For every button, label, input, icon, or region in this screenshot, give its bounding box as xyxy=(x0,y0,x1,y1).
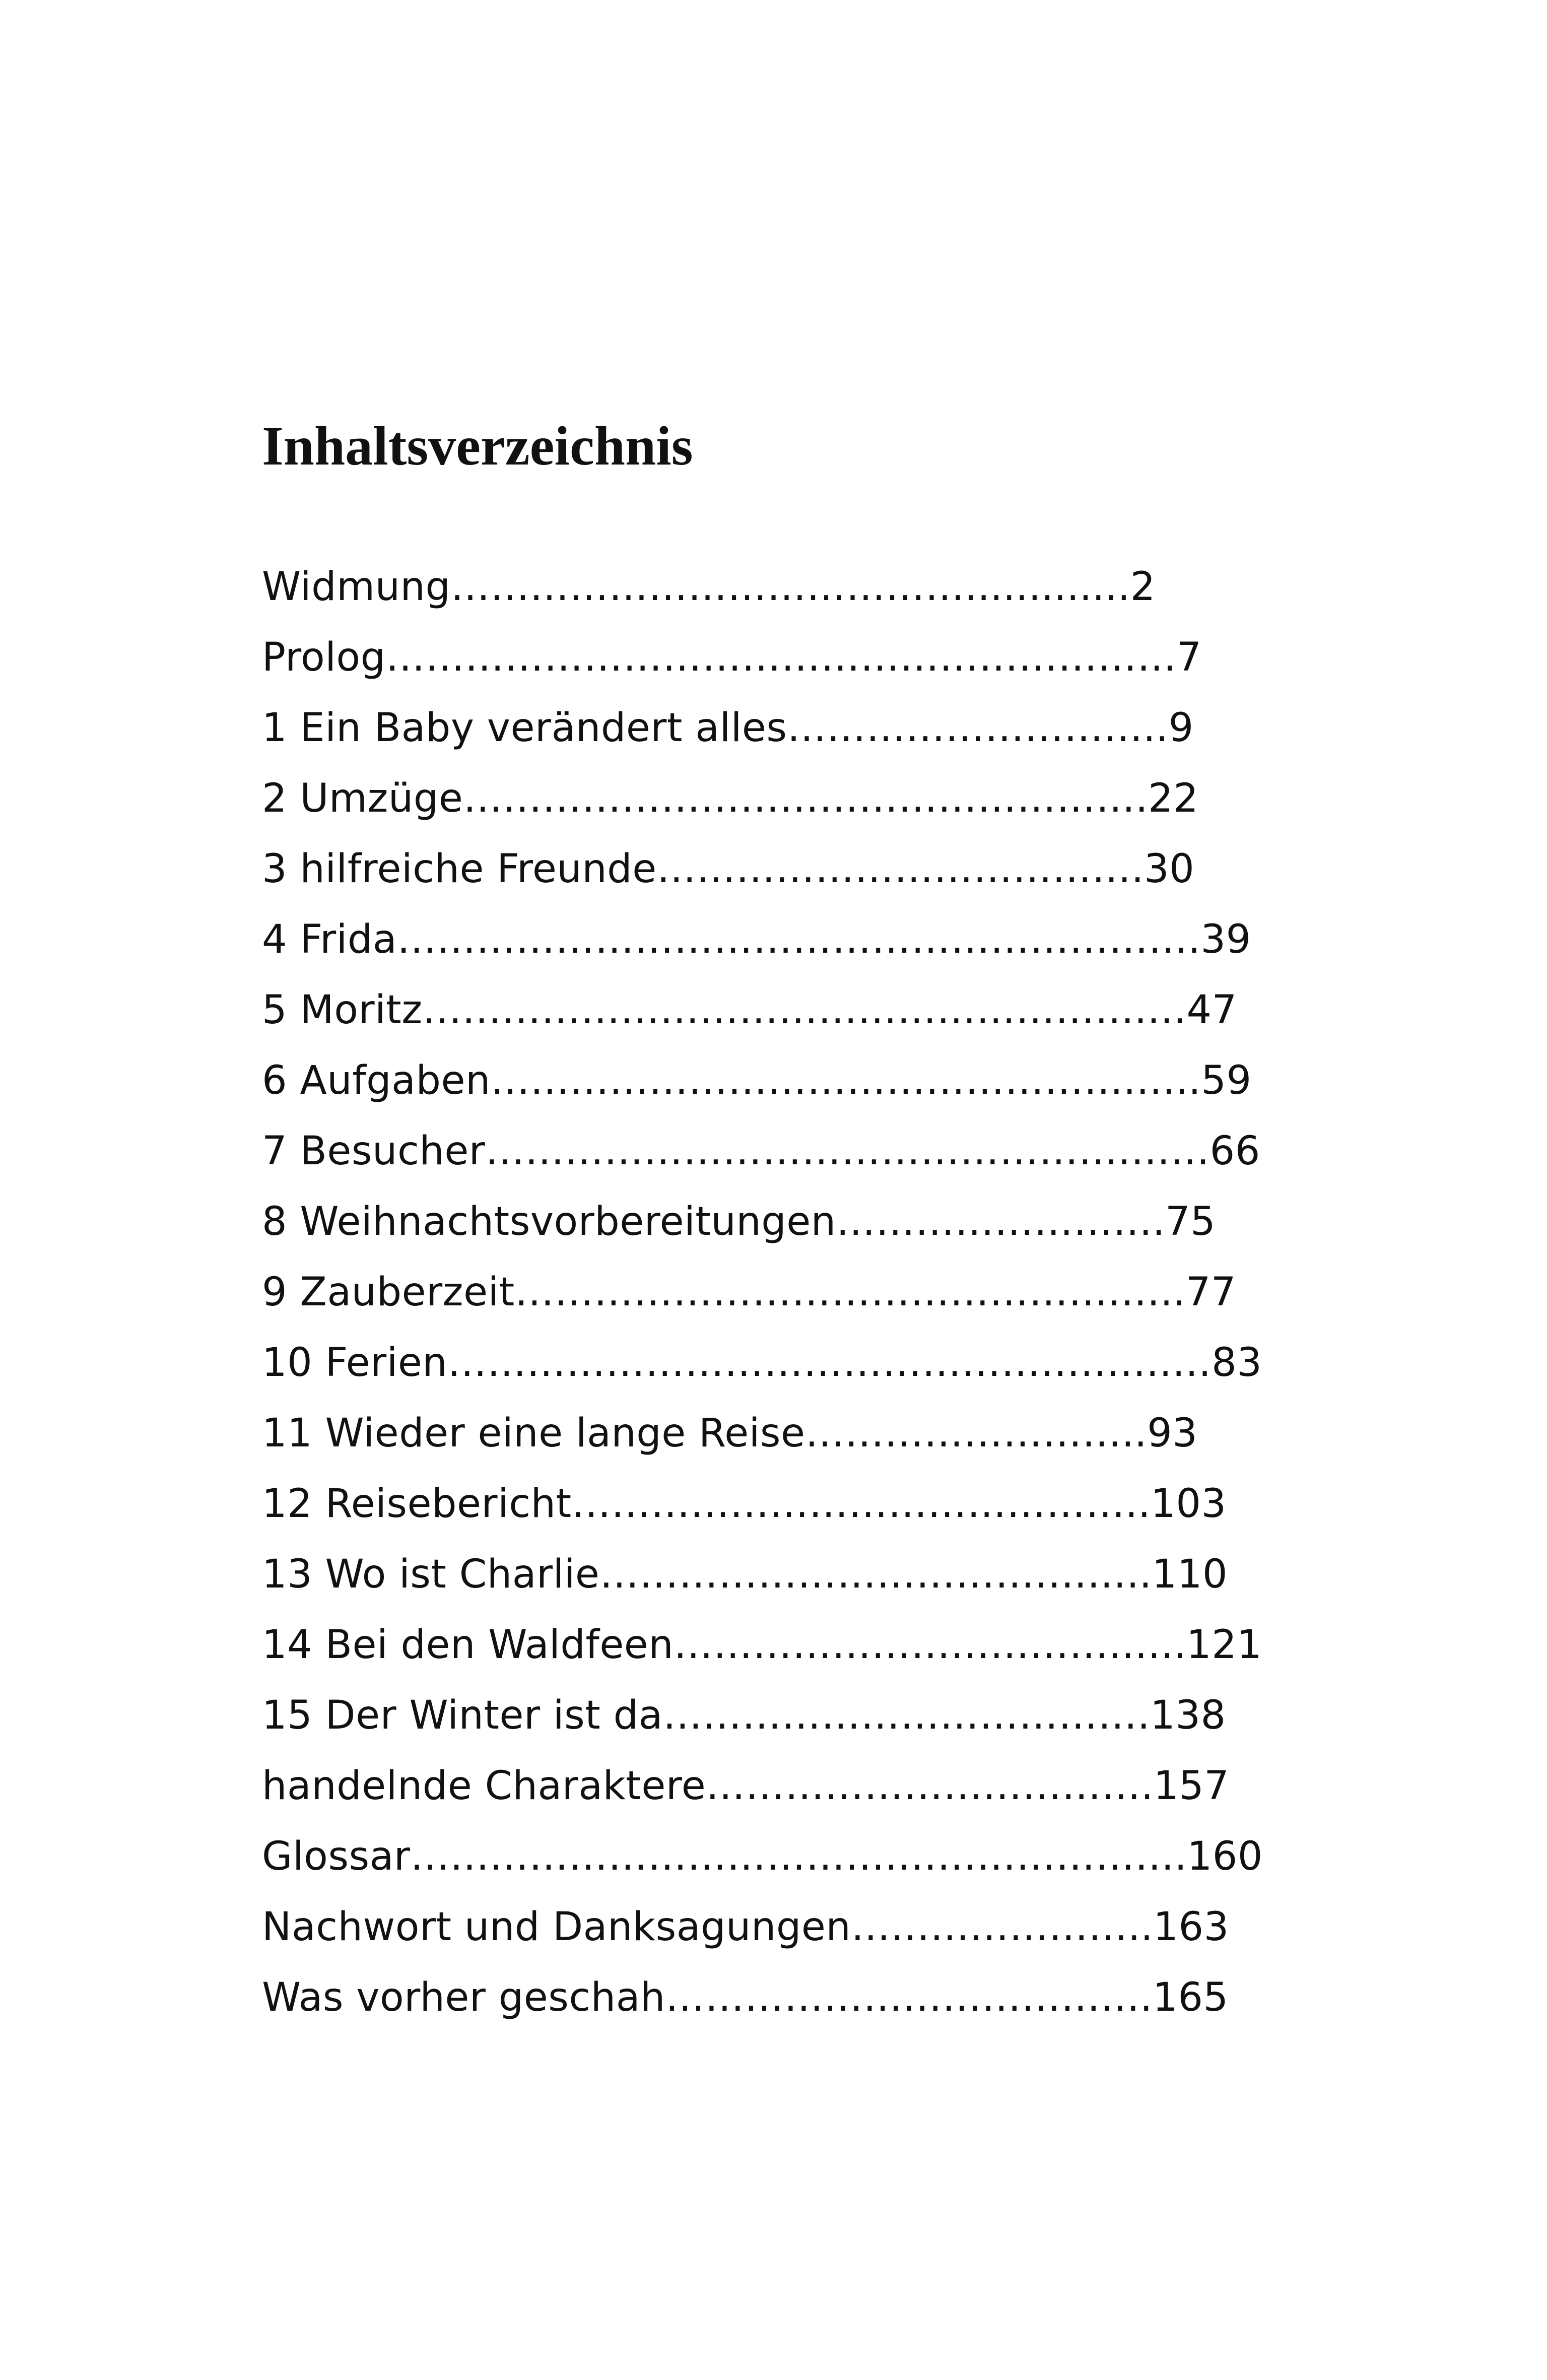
toc-entry-prolog xyxy=(262,622,1209,693)
toc-entry-page: 138 xyxy=(1150,1693,1226,1738)
toc-entry-leader: …………………………………………………… xyxy=(385,635,1177,680)
toc-entry-leader: ………………………………………….….. xyxy=(490,1058,1201,1103)
toc-entry-label: 15 Der Winter ist da xyxy=(262,1693,663,1738)
toc-entry-page: 165 xyxy=(1153,1975,1229,2020)
toc-entry-label: 6 Aufgaben xyxy=(262,1058,491,1103)
table-of-contents xyxy=(262,552,1263,2033)
toc-entry-label: 1 Ein Baby verändert alles xyxy=(262,705,787,751)
toc-entry-chapter-14 xyxy=(262,1610,1262,1680)
toc-entry-label: 10 Ferien xyxy=(262,1340,448,1385)
toc-entry-label: Widmung xyxy=(262,564,451,610)
toc-entry-label: 12 Reisebericht xyxy=(262,1481,572,1527)
toc-entry-leader: …………………….. xyxy=(805,1411,1148,1456)
toc-entry-chapter-5 xyxy=(262,975,1237,1045)
toc-entry-label: Glossar xyxy=(262,1834,411,1879)
toc-entry-page: 2 xyxy=(1130,564,1156,610)
toc-entry-characters xyxy=(262,1751,1230,1821)
toc-entry-leader: …………………………………............. xyxy=(450,564,1130,610)
toc-entry-chapter-11 xyxy=(262,1398,1209,1469)
toc-entry-leader: ………………….. xyxy=(851,1904,1154,1950)
toc-entry-leader: ………………………………. xyxy=(656,846,1144,892)
toc-entry-page: 9 xyxy=(1168,705,1194,751)
toc-entry-chapter-1 xyxy=(262,693,1209,763)
toc-entry-chapter-8 xyxy=(262,1186,1216,1257)
toc-entry-page: 93 xyxy=(1147,1411,1198,1456)
toc-entry-leader: ……………………. xyxy=(836,1199,1165,1244)
toc-entry-leader: ……………………………………………. xyxy=(463,776,1149,821)
toc-entry-leader: ……………………….. xyxy=(787,705,1169,751)
toc-entry-leader: ……………………………………….….. xyxy=(514,1270,1186,1315)
toc-entry-label: 14 Bei den Waldfeen xyxy=(262,1622,674,1668)
toc-entry-leader: ……………………………. xyxy=(706,1763,1154,1809)
toc-entry-page: 30 xyxy=(1144,846,1195,892)
toc-entry-chapter-12 xyxy=(262,1469,1227,1539)
page-title: Inhaltsverzeichnis xyxy=(262,415,693,477)
toc-entry-chapter-3 xyxy=(262,834,1209,904)
toc-entry-label: 9 Zauberzeit xyxy=(262,1270,515,1315)
toc-entry-page: 7 xyxy=(1176,635,1202,680)
toc-entry-previously xyxy=(262,1962,1229,2033)
toc-entry-page: 66 xyxy=(1209,1129,1260,1174)
toc-entry-chapter-9 xyxy=(262,1257,1236,1328)
toc-entry-page: 22 xyxy=(1148,776,1199,821)
toc-entry-label: Nachwort und Danksagungen xyxy=(262,1904,851,1950)
toc-entry-page: 103 xyxy=(1151,1481,1227,1527)
toc-entry-leader: ………………………………………….…… xyxy=(485,1129,1210,1174)
toc-entry-chapter-13 xyxy=(262,1539,1228,1610)
toc-entry-page: 39 xyxy=(1200,917,1251,962)
toc-entry-leader: ……………………………………………….… xyxy=(422,987,1187,1033)
toc-entry-page: 75 xyxy=(1165,1199,1216,1244)
toc-entry-label: 13 Wo ist Charlie xyxy=(262,1552,600,1597)
toc-entry-glossary xyxy=(262,1821,1263,1892)
toc-entry-page: 77 xyxy=(1185,1270,1236,1315)
toc-entry-leader: …………………………….….. xyxy=(674,1622,1187,1668)
toc-entry-page: 163 xyxy=(1153,1904,1229,1950)
toc-entry-label: 2 Umzüge xyxy=(262,776,463,821)
toc-entry-chapter-10 xyxy=(262,1328,1262,1398)
toc-entry-label: 4 Frida xyxy=(262,917,397,962)
toc-entry-label: 8 Weihnachtsvorbereitungen xyxy=(262,1199,836,1244)
toc-entry-chapter-15 xyxy=(262,1680,1226,1751)
toc-entry-chapter-4 xyxy=(262,904,1251,975)
toc-entry-leader: …………………………………….. xyxy=(571,1481,1151,1527)
toc-entry-label: 7 Besucher xyxy=(262,1129,486,1174)
toc-entry-label: 5 Moritz xyxy=(262,987,423,1033)
toc-entry-label: Was vorher geschah xyxy=(262,1975,665,2020)
toc-entry-page: 160 xyxy=(1187,1834,1263,1879)
toc-entry-label: Prolog xyxy=(262,635,386,680)
toc-entry-page: 157 xyxy=(1154,1763,1230,1809)
toc-entry-page: 59 xyxy=(1201,1058,1252,1103)
toc-entry-page: 47 xyxy=(1186,987,1237,1033)
toc-entry-chapter-6 xyxy=(262,1045,1252,1116)
toc-entry-chapter-7 xyxy=(262,1116,1260,1186)
toc-entry-leader: ………………………………. xyxy=(665,1975,1153,2020)
toc-entry-leader: ……………………………….…………………. xyxy=(410,1834,1187,1879)
toc-entry-chapter-2 xyxy=(262,763,1209,834)
toc-entry-page: 110 xyxy=(1152,1552,1228,1597)
toc-entry-label: 3 hilfreiche Freunde xyxy=(262,846,657,892)
toc-entry-afterword xyxy=(262,1892,1229,1962)
toc-entry-leader: ……………………………………………….… xyxy=(447,1340,1212,1385)
toc-entry-label: 11 Wieder eine lange Reise xyxy=(262,1411,805,1456)
toc-entry-leader: ……………………………………………………. xyxy=(397,917,1201,962)
toc-entry-page: 83 xyxy=(1212,1340,1262,1385)
toc-entry-widmung xyxy=(262,552,1209,622)
toc-entry-label: handelnde Charaktere xyxy=(262,1763,706,1809)
toc-entry-leader: ………………………………. xyxy=(662,1693,1151,1738)
toc-entry-page: 121 xyxy=(1186,1622,1262,1668)
toc-entry-leader: ……………………………….….. xyxy=(599,1552,1152,1597)
